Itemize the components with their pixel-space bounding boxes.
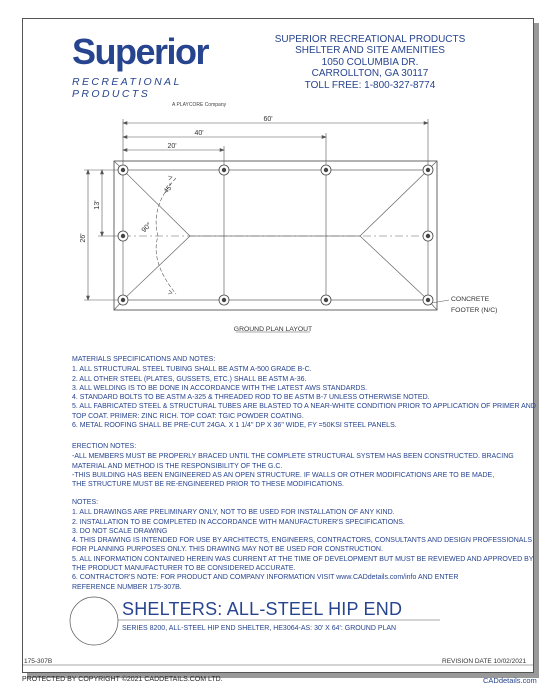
materials-item: 4. STANDARD BOLTS TO BE ASTM A-325 & THREADED ROD TO BE ASTM B-7 UNLESS OTHERWISE NOTED. [72, 394, 430, 402]
address-line: CARROLLTON, GA 30117 [311, 68, 429, 80]
dim-label-13: 13' [94, 200, 101, 210]
dim-label-60: 60' [263, 116, 273, 123]
notes-item: THE PRODUCT MANUFACTURER TO BE CONSIDERED ACCURATE. [72, 565, 296, 573]
hip-line-left-top [123, 170, 190, 236]
footer-leader [432, 300, 449, 303]
angle-label-45: 45° [162, 182, 176, 196]
hip-line-right-bottom [360, 236, 428, 300]
general-notes [72, 498, 533, 592]
dim-label-20: 20' [167, 143, 177, 150]
drawing-subtitle: SERIES 8200, ALL-STEEL HIP END SHELTER, HE3064-AS: 30' X 64': GROUND PLAN [122, 625, 397, 632]
logo-subtitle: RECREATIONAL PRODUCTS [72, 76, 182, 100]
footer-symbol [423, 295, 433, 305]
footer-note-line2: FOOTER (N/C) [451, 307, 498, 314]
angle-label-90: 90° [140, 221, 154, 235]
footer-symbol [219, 295, 229, 305]
erection-notes [72, 442, 514, 489]
notes-item: 4. THIS DRAWING IS INTENDED FOR USE BY ARCHITECTS, ENGINEERS, CONTRACTORS, CONSULTANTS AND DESIGN PROFESSIONALS [72, 537, 532, 545]
materials-item: 1. ALL STRUCTURAL STEEL TUBING SHALL BE ASTM A-500 GRADE B-C. [72, 366, 312, 374]
erection-item: -THIS BUILDING HAS BEEN ENGINEERED AS AN OPEN STRUCTURE. IF WALLS OR OTHER MODIFICATIONS ARE TO BE MADE, [72, 471, 495, 479]
concrete-footers [118, 165, 433, 305]
copyright-notice: PROTECTED BY COPYRIGHT ©2021 CADDETAILS.COM LTD. [22, 676, 223, 683]
materials-item: 3. ALL WELDING IS TO BE DONE IN ACCORDANCE WITH THE LATEST AWS STANDARDS. [72, 384, 368, 392]
logo-tagline: A PLAYCORE Company [172, 102, 227, 108]
footer-symbol [118, 231, 128, 241]
footer-note-line1: CONCRETE [451, 296, 490, 303]
notes-heading: NOTES: [72, 499, 99, 506]
materials-notes [72, 355, 536, 430]
erection-item: THE STRUCTURE MUST BE RE-ENGINEERED PRIOR TO THESE MODIFICATIONS. [72, 481, 344, 489]
address-line: SUPERIOR RECREATIONAL PRODUCTS [274, 34, 466, 45]
notes-item: 5. ALL INFORMATION CONTAINED HEREIN WAS CURRENT AT THE TIME OF DEVELOPMENT BUT MUST BE REVIEWED AND APPROVED BY [72, 555, 534, 563]
footer-symbol [423, 231, 433, 241]
footer-symbol [219, 165, 229, 175]
address-line: TOLL FREE: 1-800-327-8774 [304, 79, 436, 91]
erection-heading: ERECTION NOTES: [72, 443, 137, 450]
dim-label-40: 40' [194, 130, 204, 137]
reference-number: 175-307B [24, 658, 53, 665]
erection-item: -ALL MEMBERS MUST BE PROPERLY BRACED UNTIL THE COMPLETE STRUCTURAL SYSTEM HAS BEEN CONSTRUCTED. BRACING [72, 453, 514, 461]
materials-item: TOP COAT. PRIMER: ZINC RICH. TOP COAT: TGIC POWDER COATING. [72, 412, 304, 420]
materials-item: 5. ALL FABRICATED STEEL & STRUCTURAL TUBES ARE BLASTED TO A NEAR-WHITE CONDITION PRIOR TO APPLICATION OF PRIMER AND [72, 403, 536, 411]
roof-outline [114, 161, 437, 310]
title-bubble [70, 597, 118, 645]
notes-item: 6. CONTRACTOR'S NOTE: FOR PRODUCT AND COMPANY INFORMATION VISIT www.CADdetails.com/info AND ENTER [72, 574, 459, 582]
erection-item: MATERIAL AND METHOD IS THE RESPONSIBILITY OF THE G.C. [72, 462, 283, 470]
logo-wordmark: Superior [72, 31, 209, 72]
notes-item: REFERENCE NUMBER 175-307B. [72, 583, 182, 591]
footer-symbol [118, 165, 128, 175]
notes-item: 3. DO NOT SCALE DRAWING [72, 527, 168, 535]
notes-item: FOR PLANNING PURPOSES ONLY. THIS DRAWING MAY NOT BE USED FOR CONSTRUCTION. [72, 546, 383, 554]
plan-caption: GROUND PLAN LAYOUT [233, 326, 313, 333]
footer-symbol [321, 165, 331, 175]
address-line: SHELTER AND SITE AMENITIES [295, 45, 445, 57]
footer-symbol [321, 295, 331, 305]
drawing-title: SHELTERS: ALL-STEEL HIP END [122, 599, 403, 619]
notes-item: 2. INSTALLATION TO BE COMPLETED IN ACCORDANCE WITH MANUFACTURER'S SPECIFICATIONS. [72, 518, 405, 526]
cad-details-link[interactable]: CADdetails.com [483, 676, 537, 685]
dim-label-26: 26' [80, 233, 87, 243]
hip-line-right-top [360, 170, 428, 236]
materials-item: 2. ALL OTHER STEEL (PLATES, GUSSETS, ETC.) SHALL BE ASTM A-36. [72, 375, 307, 383]
materials-item: 6. METAL ROOFING SHALL BE PRE-CUT 24GA. X 1 1/4" DP X 36" WIDE, FY =50KSI STEEL PANELS. [72, 422, 397, 430]
materials-heading: MATERIALS SPECIFICATIONS AND NOTES: [72, 356, 216, 363]
notes-item: 1. ALL DRAWINGS ARE PRELIMINARY ONLY, NOT TO BE USED FOR INSTALLATION OF ANY KIND. [72, 509, 395, 517]
revision-date: REVISION DATE 10/02/2021 [442, 658, 527, 665]
footer-symbol [423, 165, 433, 175]
footer-symbol [118, 295, 128, 305]
address-line: 1050 COLUMBIA DR. [321, 56, 419, 68]
